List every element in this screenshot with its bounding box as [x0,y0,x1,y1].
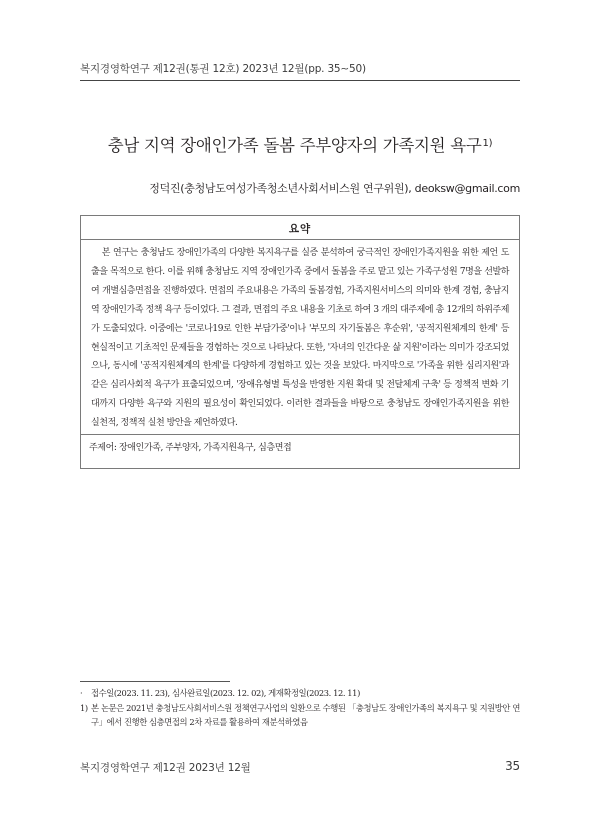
keywords-divider [81,434,519,435]
paper-title-text: 충남 지역 장애인가족 돌봄 주부양자의 가족지원 욕구 [107,136,482,155]
footnote-text: 접수일(2023. 11. 23), 심사완료일(2023. 12. 02), 게재확정일(2023. 12. 11) [91,688,360,698]
abstract-heading-divider [81,239,519,240]
running-head: 복지경영학연구 제12권(통권 12호) 2023년 12월(pp. 35∼50) [80,63,366,75]
footnote-received-dates [80,686,520,701]
paper-title [80,132,520,156]
footnotes [80,686,520,730]
keywords [89,440,511,453]
keywords-list: 장애인가족, 주부양자, 가족지원욕구, 심층면접 [118,443,292,453]
keywords-label: 주제어: [89,443,117,453]
footnote-text: 본 논문은 2021년 충청남도사회서비스원 정책연구사업의 일환으로 수행된 「충청남도 장애인가족의 복지욕구 및 지원방안 연구」에서 진행한 심층면접의 2차 자료를 활용하여 재분석하였음 [91,702,520,727]
footer-journal: 복지경영학연구 제12권 2023년 12월 [80,762,251,774]
footnote-mark: 1) [80,702,88,713]
author-line: 정덕진(충청남도여성가족청소년사회서비스원 연구위원), deoksw@gmail.com [149,182,520,195]
abstract-heading: 요약 [288,223,312,235]
header-divider [80,80,520,81]
footnote-funding [80,701,520,730]
page-number: 35 [505,759,520,773]
abstract-body: 본 연구는 충청남도 장애인가족의 다양한 복지욕구를 실증 분석하여 궁극적인 장애인가족지원을 위한 제언 도출을 목적으로 한다. 이를 위해 충청남도 지역 장애인가족 중에서 돌봄을 주로 맡고 있는 가족구성원 7명을 선발하여 개별심층면접을 진행하였다. 면접의 주요내용은 가족의 돌봄경험, 가족지원서비스의 의미와 한계 경험, 충남지역 장애인가족 정책 욕구 등이었다. 그 결과, 면접의 주요 내용을 기초로 하여 3 개의 대주제에 총 12개의 하위주제가 도출되었다. 이중에는 '코로나19로 인한 부담가중'이나 '부모의 자기돌봄은 후순위', '공적지원체계의 한계' 등 현실적이고 기초적인 문제들을 경험하는 것으로 나타났다. 또한, '자녀의 인간다운 삶 지원'이라는 의미가 강조되었으나, 동시에 '공적지원체계의 한계'를 다양하게 경험하고 있는 것을 보았다. 마지막으로 '가족을 위한 심리지원'과 같은 심리사회적 욕구가 표출되었으며, '장애유형별 특성을 반영한 지원 확대 및 전달체계 구축' 등 정책적 변화 기대까지 다양한 욕구와 지원의 필요성이 확인되었다. 이러한 결과들을 바탕으로 충청남도 장애인가족지원을 위한 실천적, 정책적 실천 방안을 제언하였다. [91,248,509,429]
footnote-mark: · [80,688,83,698]
title-footnote-mark[interactable]: 1) [482,138,493,149]
footnote-divider [80,681,230,682]
abstract-box [80,215,520,469]
